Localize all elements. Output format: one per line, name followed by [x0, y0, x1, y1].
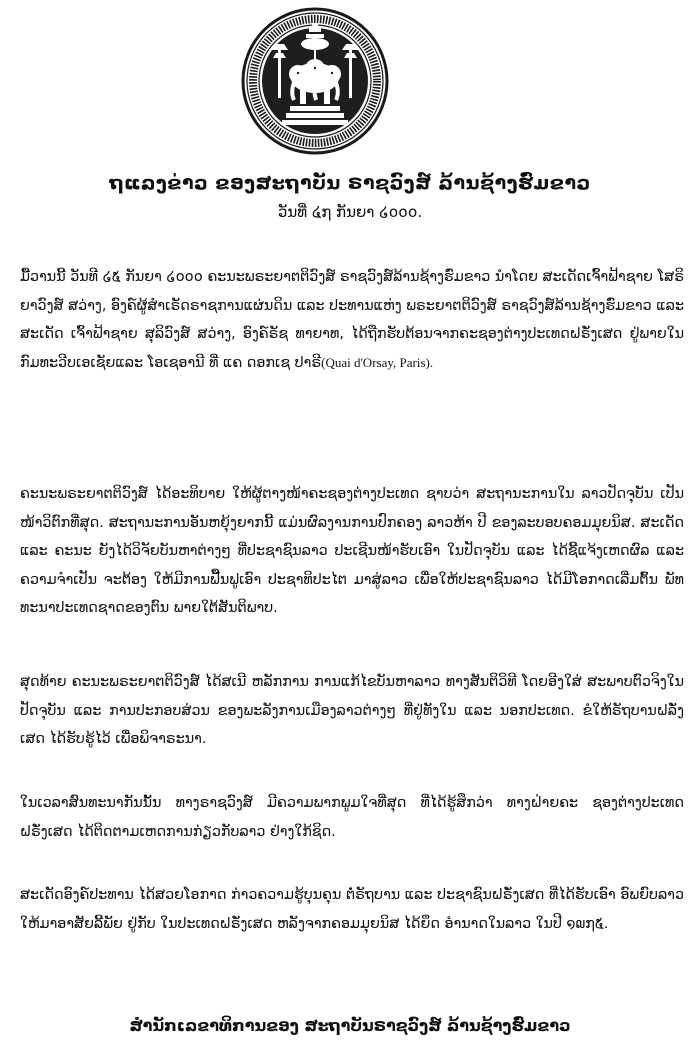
press-release-date: ວັນທີ່ ໔໗ ກັນຍາ ໒໐໐໐.: [277, 203, 423, 221]
paragraph-1-text: ມື້ວານນີ້ ວັນທີ ໒໕ ກັນຍາ ໒໐໐໐ ຄະນະພຣະຍາຕຕິວົງສ໌ ຣາຊວົງສ໌ລ້ານຊ້າງຮົ່ມຂາວ ນຳໂດຍ ສະເດັດເຈົ້າຟ້າຊາຍ ໂສຣິຍາວົງສ໌ ສວ່າງ, ອົງຄ໌ຜູ້ສຳເຣັດຣາຊການແຜ່ນດິນ ແລະ ປະທານແຫ່ງ ພຣະຍາຕຕິວົງສ໌ ຣາຊວົງສ໌ລ້ານຊ້າງຮົ່ມຂາວ ແລະ ສະເດັດ ເຈົ້າຟ້າຊາຍ ສຸລິວົງສ໌ ສວ່າງ, ອົງຄ໌ຣັຊ ທາຍາທ, ໄດ້ຖືກຮັບຕ້ອນຈາກຄະຊອງຕ່າງປະເທດຝຣັ່ງເສດ ຢູ່ພາຍໃນ ກົມທະວີບເອເຊັຍແລະ ໂອເຊອານີ ທີ່ ແຄ ດອກເຊ ປາຣີ: [20, 269, 684, 371]
signature-footer: ສຳນັກເລຂາທິການຂອງ ສະຖາບັນຣາຊວົງສ໌ ລ້ານຊ້າງຮົ່ມຂາວ: [129, 1016, 571, 1035]
paragraph-1-latin-place: (Quai d'Orsay, Paris).: [321, 354, 434, 370]
royal-elephant-seal-icon: [240, 6, 390, 156]
paragraph-5: ສະເດັດອົງຄ໌ປະທານ ໄດ້ສວຍໂອກາດ ກ່າວຄວາມຮູ້ບຸນຄຸນ ຕໍ່ຣັຖບານ ແລະ ປະຊາຊົນຝຣັ່ງເສດ ທີ່ໄດ້ຮັບເອົາ ອົພຍົບລາວ ໃຫ້ມາອາສັຍລີ້ພັຍ ຢູ່ກັບ ໃນປະເທດຝຣັ່ງເສດ ຫລັງຈາກຄອມມຸຍນິສ ໄດ້ຍຶດ ອຳນາດໃນລາວ ໃນປີ ໑໙໗໕.: [20, 887, 684, 932]
paragraph-4: ໃນເວລາສົນທະນາກັນນັ້ນ ທາງຣາຊວົງສ໌ ມີຄວາມພາກພູມໃຈທີ່ສຸດ ທີ່ໄດ້ຮູ້ສຶກວ່າ ທາງຝ່າຍຄະ ຊອງຕ່າງປະເທດຝຣັ່ງເສດ ໄດ້ຕິດຕາມເຫດການກ່ຽວກັບລາວ ຢ່າງໃກ້ຊິດ.: [20, 795, 684, 840]
paragraph-1: [20, 263, 684, 377]
press-release-title: ຖແລງຂ່າວ ຂອງສະຖາບັນ ຣາຊວົງສ໌ ລ້ານຊ້າງຮົ່ມຂາວ: [109, 172, 591, 194]
paragraph-3: ສຸດທ້າຍ ຄະນະພຣະຍາຕຕິວົງສ໌ ໄດ້ສເນີ ຫລັກການ ການແກ້ໄຂບັນຫາລາວ ທາງສັນຕິວິທີ ໂດຍອີງໃສ່ ສະພາບຕົວຈິງໃນປັດຈຸບັນ ແລະ ການປະກອບສ່ວນ ຂອງພະລັງການເມືອງລາວຕ່າງໆ ທີ່ຢູ່ທັງໃນ ແລະ ນອກປະເທດ. ຂໍໃຫ້ຣັຖບານຝລັ່ງເສດ ໄດ້ຮັບຮູ້ໄວ້ ເພື່ອພິຈາຣະນາ.: [20, 674, 684, 747]
paragraph-2: ຄະນະພຣະຍາຕຕິວົງສ໌ ໄດ້ອະທິບາຍ ໃຫ້ຜູ້ຕາງໜ້າຄະຊອງຕ່າງປະເທດ ຊາບວ່າ ສະຖານະການໃນ ລາວປັດຈຸບັນ ເປັນໜ້າວິຕົກທີ່ສຸດ. ສະຖານະການອັນຫຍຸ້ງຍາກນີ້ ແມ່ນຜົລງານການປົກຄອງ ລາວຫ້າ ປີ ຂອງລະບອບຄອມມຸຍນິສ. ສະເດັດ ແລະ ຄະນະ ຍັງໄດ້ວິຈັຍບັນຫາຕ່າງໆ ທີ່ປະຊາຊົນລາວ ປະເຊີນໜ້າຮັບເອົາ ໃນປັດຈຸບັນ ແລະ ໄດ້ຊີ້ແຈ້ງເຫດຜົລ ແລະ ຄວາມຈຳເປັນ ຈະຕ້ອງ ໃຫ້ມີການຟື້ນຟູເອົາ ປະຊາທິປະໄຕ ມາສູ່ລາວ ເພື່ອໃຫ້ປະຊາຊົນລາວ ໄດ້ມີໂອກາດເລີ່ມຕົ້ນ ພັທ ທະນາປະເທດຊາດຂອງຕົນ ພາຍໃຕ້ສັນຕິພາບ.: [20, 486, 684, 616]
